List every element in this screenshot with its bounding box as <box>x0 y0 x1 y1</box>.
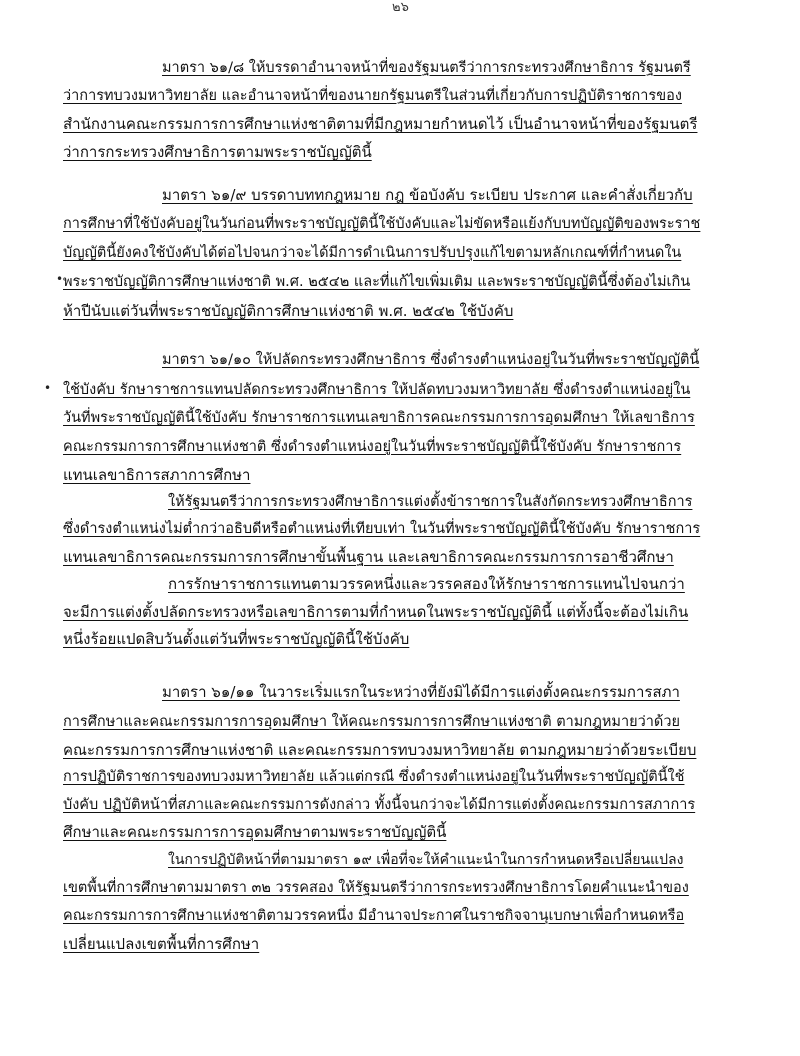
paragraph-line: ว่าการทบวงมหาวิทยาลัย และอำนาจหน้าที่ของนายกรัฐมนตรีในส่วนที่เกี่ยวกับการปฏิบัติราชการของ <box>63 88 682 104</box>
paragraph-line: คณะกรรมการการศึกษาแห่งชาติ และคณะกรรมการทบวงมหาวิทยาลัย ตามกฎหมายว่าด้วยระเบียบ <box>63 741 697 759</box>
stray-mark: • <box>56 272 64 286</box>
paragraph-line: แทนเลขาธิการสภาการศึกษา <box>63 466 251 484</box>
paragraph-line: คณะกรรมการการศึกษาแห่งชาติตามวรรคหนึ่ง มีอำนาจประกาศในราชกิจจานุเบกษาเพื่อกำหนดหรือ <box>63 908 685 924</box>
paragraph-line: มาตรา ๖๑/๑๐ ให้ปลัดกระทรวงศึกษาธิการ ซึ่งดำรงตำแหน่งอยู่ในวันที่พระราชบัญญัตินี้ <box>162 352 700 368</box>
paragraph-line: ศึกษาและคณะกรรมการการอุดมศึกษาตามพระราชบัญญัตินี้ <box>63 823 447 841</box>
paragraph-line: ว่าการกระทรวงศึกษาธิการตามพระราชบัญญัตินี้ <box>63 143 372 161</box>
paragraph-line: เปลี่ยนแปลงเขตพื้นที่การศึกษา <box>63 935 260 953</box>
paragraph-line: ซึ่งดำรงตำแหน่งไม่ต่ำกว่าอธิบดีหรือตำแหน่งที่เทียบเท่า ในวันที่พระราชบัญญัตินี้ใช้บังคับ รักษาราชการ <box>63 521 701 537</box>
paragraph-line: ในการปฏิบัติหน้าที่ตามมาตรา ๑๙ เพื่อที่จะให้คำแนะนำในการกำหนดหรือเปลี่ยนแปลง <box>168 852 684 868</box>
paragraph-line: จะมีการแต่งตั้งปลัดกระทรวงหรือเลขาธิการตามที่กำหนดในพระราชบัญญัตินี้ แต่ทั้งนี้จะต้องไม่เกิน <box>63 603 689 621</box>
paragraph-line: คณะกรรมการการศึกษาแห่งชาติ ซึ่งดำรงตำแหน่งอยู่ในวันที่พระราชบัญญัตินี้ใช้บังคับ รักษาราชการ <box>63 439 682 455</box>
paragraph-line: หนึ่งร้อยแปดสิบวันตั้งแต่วันที่พระราชบัญญัตินี้ใช้บังคับ <box>63 630 410 648</box>
page-number: ๒๖ <box>392 0 409 15</box>
stray-mark: • <box>44 381 52 395</box>
paragraph-line: พระราชบัญญัติการศึกษาแห่งชาติ พ.ศ. ๒๕๔๒ และที่แก้ไขเพิ่มเติม และพระราชบัญญัตินี้ซึ่งต้องไม่เกิน <box>63 274 691 290</box>
paragraph-line: เขตพื้นที่การศึกษาตามมาตรา ๓๒ วรรคสอง ให้รัฐมนตรีว่าการกระทรวงศึกษาธิการโดยคำแนะนำของ <box>63 880 689 896</box>
paragraph-line: การศึกษาและคณะกรรมการการอุดมศึกษา ให้คณะกรรมการการศึกษาแห่งชาติ ตามกฎหมายว่าด้วย <box>63 714 680 730</box>
paragraph-line: มาตรา ๖๑/๘ ให้บรรดาอำนาจหน้าที่ของรัฐมนตรีว่าการกระทรวงศึกษาธิการ รัฐมนตรี <box>162 60 691 76</box>
paragraph-line: ให้รัฐมนตรีว่าการกระทรวงศึกษาธิการแต่งตั้งข้าราชการในสังกัดกระทรวงศึกษาธิการ <box>168 494 693 510</box>
paragraph-line: การปฏิบัติราชการของทบวงมหาวิทยาลัย แล้วแต่กรณี ซึ่งดำรงตำแหน่งอยู่ในวันที่พระราชบัญญัตินี้ใช้ <box>63 769 685 785</box>
paragraph-line: การศึกษาที่ใช้บังคับอยู่ในวันก่อนที่พระราชบัญญัตินี้ใช้บังคับและไม่ขัดหรือแย้งกับบทบัญญัติของพระราช <box>63 216 701 232</box>
paragraph-line: มาตรา ๖๑/๙ บรรดาบททกฎหมาย กฎ ข้อบังคับ ระเบียบ ประกาศ และคำสั่งเกี่ยวกับ <box>162 186 693 204</box>
paragraph-line: วันที่พระราชบัญญัตินี้ใช้บังคับ รักษาราชการแทนเลขาธิการคณะกรรมการการอุดมศึกษา ให้เลขาธิการ <box>63 410 695 426</box>
paragraph-line: บัญญัตินี้ยังคงใช้บังคับได้ต่อไปจนกว่าจะได้มีการดำเนินการปรับปรุงแก้ไขตามหลักเกณฑ์ที่กำหนดใน <box>63 245 682 261</box>
paragraph-line: แทนเลขาธิการคณะกรรมการการศึกษาขั้นพื้นฐาน และเลขาธิการคณะกรรมการการอาชีวศึกษา <box>63 548 674 566</box>
paragraph-line: การรักษาราชการแทนตามวรรคหนึ่งและวรรคสองให้รักษาราชการแทนไปจนกว่า <box>168 575 685 593</box>
paragraph-line: สำนักงานคณะกรรมการการศึกษาแห่งชาติตามที่มีกฎหมายกำหนดไว้ เป็นอำนาจหน้าที่ของรัฐมนตรี <box>63 115 698 133</box>
paragraph-line: บังคับ ปฏิบัติหน้าที่สภาและคณะกรรมการดังกล่าว ทั้งนี้จนกว่าจะได้มีการแต่งตั้งคณะกรรมการสภาการ <box>63 797 696 813</box>
paragraph-line: ห้าปีนับแต่วันที่พระราชบัญญัติการศึกษาแห่งชาติ พ.ศ. ๒๕๔๒ ใช้บังคับ <box>63 302 514 320</box>
paragraph-line: ใช้บังคับ รักษาราชการแทนปลัดกระทรวงศึกษาธิการ ให้ปลัดทบวงมหาวิทยาลัย ซึ่งดำรงตำแหน่งอยู่ใน <box>63 382 691 398</box>
paragraph-line: มาตรา ๖๑/๑๑ ในวาระเริ่มแรกในระหว่างที่ยังมิได้มีการแต่งตั้งคณะกรรมการสภา <box>162 683 680 701</box>
